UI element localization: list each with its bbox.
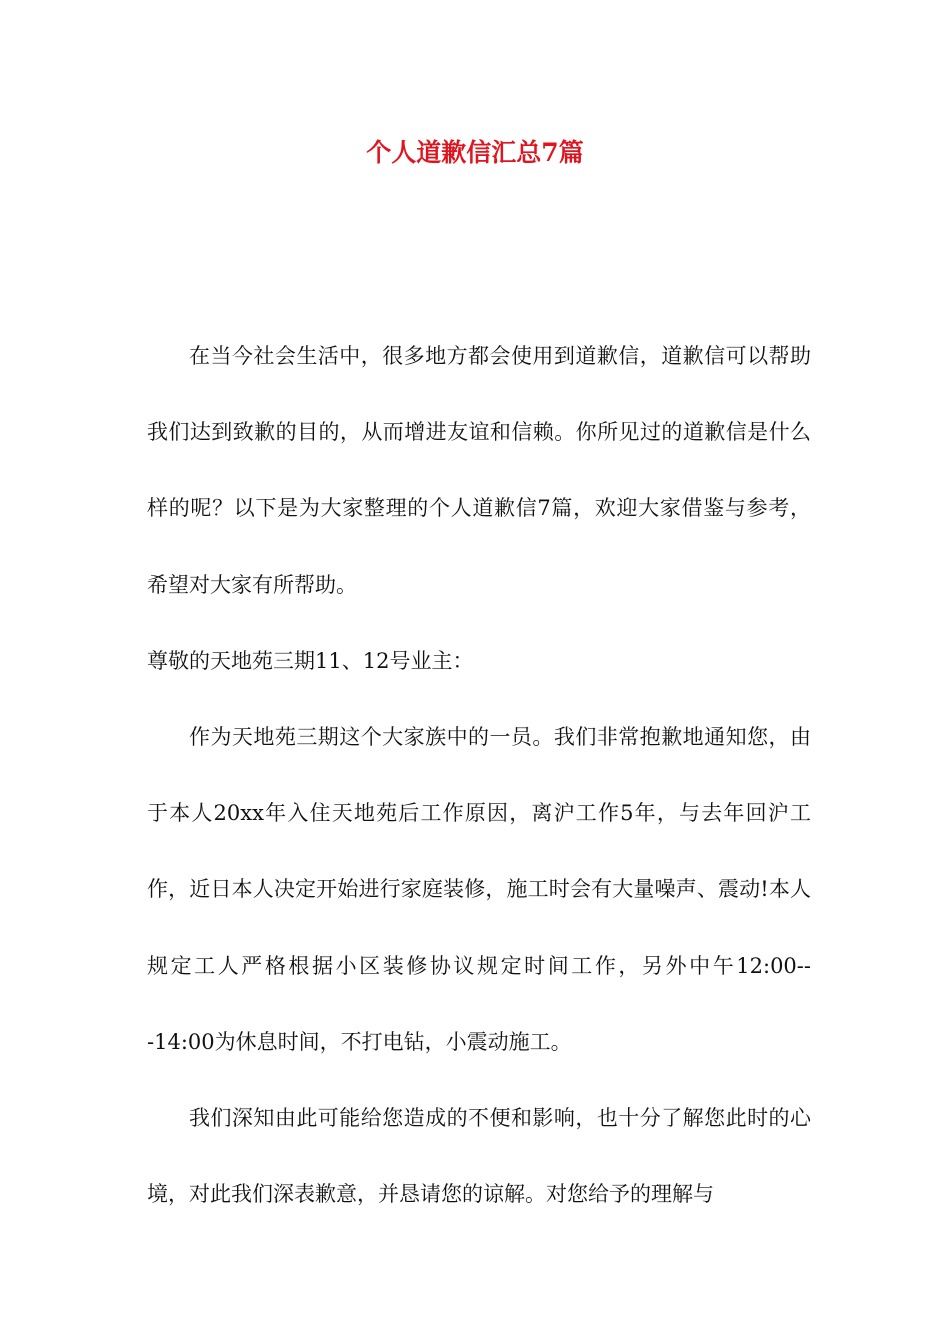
intro-paragraph: 在当今社会生活中，很多地方都会使用到道歉信，道歉信可以帮助我们达到致歉的目的，从而增进友谊和信赖。你所见过的道歉信是什么样的呢？以下是为大家整理的个人道歉信7篇，欢迎大家借鉴与参考，希望对大家有所帮助。	[147, 344, 811, 597]
document-title: 个人道歉信汇总7篇	[366, 138, 584, 167]
letter-paragraph: 作为天地苑三期这个大家族中的一员。我们非常抱歉地通知您，由于本人20xx年入住天地苑后工作原因，离沪工作5年，与去年回沪工作，近日本人决定开始进行家庭装修，施工时会有大量噪声、震动!本人规定工人严格根据小区装修协议规定时间工作，另外中午12:00---14:00为休息时间，不打电钻，小震动施工。	[147, 725, 811, 1054]
letter-paragraph: 我们深知由此可能给您造成的不便和影响，也十分了解您此时的心境，对此我们深表歉意，并恳请您的谅解。对您给予的理解与	[147, 1106, 811, 1207]
document-body	[147, 318, 811, 1232]
salutation: 尊敬的天地苑三期11、12号业主：	[147, 648, 474, 673]
